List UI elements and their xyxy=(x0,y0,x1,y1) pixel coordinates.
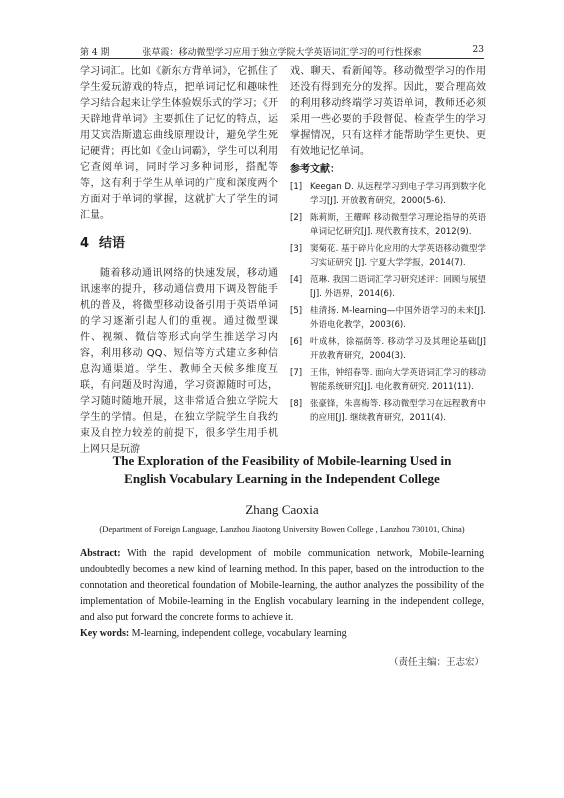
reference-item xyxy=(290,180,486,208)
reference-number: [3] xyxy=(290,244,303,254)
body-paragraph: 随着移动通讯网络的快速发展，移动通讯速率的提升，移动通信费用下调及智能手机的普及，将微型移动设备引用于英语单词的学习逐渐引起人们的重视。通过微型课件、视频、微信等形式向学生推送学习内容，利用移动 QQ、短信等方式建立多种信息沟通渠道。学生、教师全天候多维度互联，有问题及时沟通，学习资源随时可达，学习随时随地开展，这非常适合独立学院大学生的学情。但是，在独立学院学生自我约束及自控力较差的前提下，很多学生用手机上网只是玩游 xyxy=(80,268,278,455)
english-abstract xyxy=(80,546,484,626)
reference-item xyxy=(290,304,486,332)
reference-text: 陈莉斯，王耀晖 移动微型学习理论指导的英语单词记忆研究[J]. 现代教育技术，2012(9). xyxy=(310,213,486,237)
reference-text: 叶成林，徐福荫等. 移动学习及其理论基础[J] 开放教育研究，2004(3). xyxy=(310,337,486,361)
reference-item xyxy=(290,211,486,239)
abstract-text: With the rapid development of mobile communication network, Mobile-learning undoubtedly becomes a new kind of learning method. In this paper, based on the introduction to the connotation and theoretical foundation of Mobile-learning, the author analyzes the possibility of the implementation of Mobile-learning in the English vocabulary learning in the independent college, and also put forward the concrete forms to achieve it. xyxy=(80,548,484,623)
reference-item xyxy=(290,242,486,270)
header-rule xyxy=(80,58,484,59)
references-heading: 参考文献： xyxy=(290,164,340,175)
english-title-line: The Exploration of the Feasibility of Mobile-learning Used in xyxy=(112,453,452,468)
reference-list xyxy=(290,180,486,425)
running-title: 张草霞：移动微型学习应用于独立学院大学英语词汇学习的可行性探索 xyxy=(142,48,422,58)
reference-text: 窦菊花. 基于碎片化应用的大学英语移动微型学习实证研究 [J]. 宁夏大学学报，2014(7). xyxy=(310,244,486,268)
editor-note: （责任主编：王志宏） xyxy=(388,657,484,668)
reference-item xyxy=(290,366,486,394)
reference-text: Keegan D. 从远程学习到电子学习再到数字化学习[J]. 开放教育研究，2000(5-6). xyxy=(310,182,486,206)
reference-text: 张豪锋，朱喜梅等. 移动微型学习在远程教育中的应用[J]. 继续教育研究，2011(4). xyxy=(310,399,486,423)
english-title xyxy=(80,452,484,488)
page-number: 23 xyxy=(472,45,484,55)
left-column xyxy=(80,64,278,458)
section-number: 4 xyxy=(80,236,90,251)
english-keywords xyxy=(80,626,484,642)
english-affiliation: (Department of Foreign Language, Lanzhou Jiaotong University Bowen College , Lanzhou 730101, China) xyxy=(99,524,465,534)
running-header xyxy=(80,42,484,58)
english-author: Zhang Caoxia xyxy=(245,502,319,517)
reference-item xyxy=(290,335,486,363)
keywords-label: Key words: xyxy=(80,628,130,639)
reference-number: [2] xyxy=(290,213,303,223)
issue-label: 第 4 期 xyxy=(80,48,110,58)
section-title: 结语 xyxy=(99,236,126,251)
keywords-text: M-learning, independent college, vocabulary learning xyxy=(129,628,347,639)
reference-item xyxy=(290,273,486,301)
section-heading xyxy=(80,236,278,252)
reference-number: [5] xyxy=(290,306,303,316)
reference-text: 王伟，钟绍春等. 面向大学英语词汇学习的移动智能系统研究[J]. 电化教育研究. 2011(11). xyxy=(310,368,486,392)
reference-text: 桂清扬. M-learning—中国外语学习的未来[J]. 外语电化教学，2003(6). xyxy=(310,306,486,330)
abstract-label: Abstract: xyxy=(80,548,121,559)
right-column xyxy=(290,64,486,428)
reference-number: [1] xyxy=(290,182,303,192)
reference-item xyxy=(290,397,486,425)
reference-number: [6] xyxy=(290,337,303,347)
reference-number: [8] xyxy=(290,399,303,409)
reference-number: [4] xyxy=(290,275,303,285)
body-paragraph: 戏、聊天、看新闻等。移动微型学习的作用还没有得到充分的发挥。因此，要合理高效的利用移动终端学习英语单词，教师还必须采用一些必要的手段督促、检查学生的学习掌握情况，只有这样才能帮助学生更快、更有效地记忆单词。 xyxy=(290,66,486,157)
reference-number: [7] xyxy=(290,368,303,378)
body-paragraph: 学习词汇。比如《新东方背单词》，它抓住了学生爱玩游戏的特点，把单词记忆和趣味性学习结合起来让学生体验娱乐式的学习；《开天辟地背单词》主要抓住了记忆的特点，运用艾宾浩斯遗忘曲线原理设计，避免学生死记硬背；再比如《金山词霸》，学生可以利用它查阅单词，同时学习多种词形，搭配等等，这有利于学生从单词的广度和深度两个方面对于单词的掌握，这就扩大了学生的词汇量。 xyxy=(80,66,278,221)
reference-text: 范琳. 我国二语词汇学习研究述评：回顾与展望[J]. 外语界，2014(6). xyxy=(310,275,486,299)
english-title-line: English Vocabulary Learning in the Independent College xyxy=(124,471,440,486)
